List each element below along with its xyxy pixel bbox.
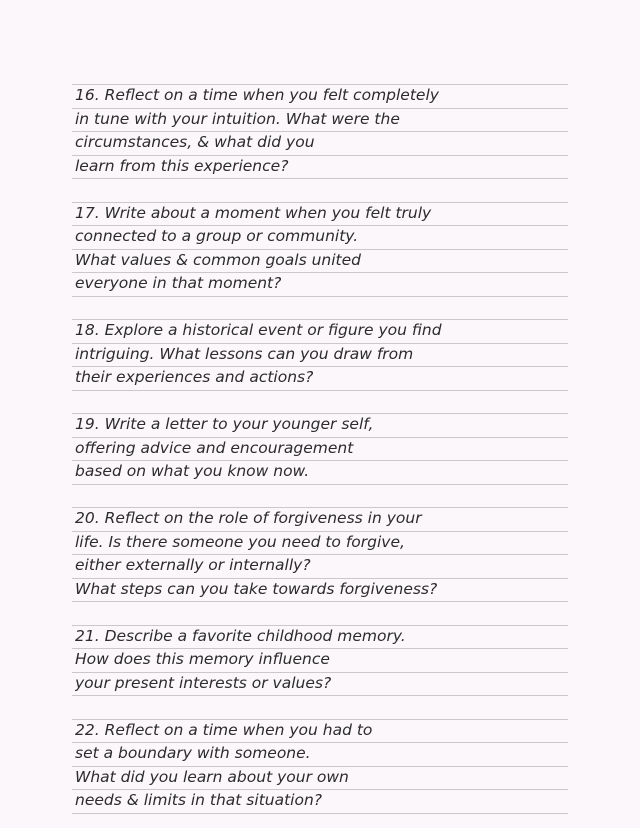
prompt-line: either externally or internally?	[75, 556, 311, 574]
journal-prompt-19	[75, 413, 575, 484]
blank-line	[75, 601, 575, 625]
prompt-line: 22. Reflect on a time when you had to	[75, 720, 373, 739]
journal-prompt-20	[75, 507, 575, 601]
prompt-line: How does this memory influence	[75, 650, 330, 668]
blank-line	[75, 390, 575, 414]
prompt-line: 16. Reflect on a time when you felt completely	[75, 86, 439, 104]
journal-prompt-18	[75, 319, 575, 390]
prompt-line: 19. Write a letter to your younger self,	[75, 415, 374, 433]
blank-line	[75, 484, 575, 508]
prompt-line: What did you learn about your own	[75, 767, 349, 786]
prompt-list	[75, 84, 575, 813]
journal-prompt-16	[75, 84, 575, 178]
prompt-line: life. Is there someone you need to forgive,	[75, 532, 405, 551]
prompt-line: everyone in that moment?	[75, 274, 282, 292]
prompt-line: 17. Write about a moment when you felt truly	[75, 203, 432, 222]
prompt-line: set a boundary with someone.	[75, 744, 311, 762]
prompt-line: What steps can you take towards forgiveness?	[75, 579, 438, 598]
journal-prompt-21	[75, 625, 575, 696]
prompt-line: circumstances, & what did you	[75, 133, 315, 151]
prompt-line: their experiences and actions?	[75, 368, 314, 386]
prompt-line: in tune with your intuition. What were the	[75, 109, 400, 128]
journal-prompt-17	[75, 202, 575, 296]
prompt-line: needs & limits in that situation?	[75, 791, 323, 809]
prompt-line: 21. Describe a favorite childhood memory.	[75, 626, 406, 645]
blank-line	[75, 695, 575, 719]
prompt-line: offering advice and encouragement	[75, 438, 354, 457]
prompt-line: connected to a group or community.	[75, 227, 359, 245]
prompt-line: learn from this experience?	[75, 156, 289, 175]
prompt-line: based on what you know now.	[75, 462, 310, 480]
ruled-line	[72, 813, 568, 814]
prompt-line: 18. Explore a historical event or figure you find	[75, 321, 442, 339]
prompt-line: What values & common goals united	[75, 250, 361, 269]
blank-line	[75, 296, 575, 320]
prompt-line: intriguing. What lessons can you draw from	[75, 344, 414, 363]
journal-prompt-22	[75, 719, 575, 813]
blank-line	[75, 178, 575, 202]
prompt-line: your present interests or values?	[75, 673, 332, 692]
prompt-line: 20. Reflect on the role of forgiveness in your	[75, 509, 422, 527]
